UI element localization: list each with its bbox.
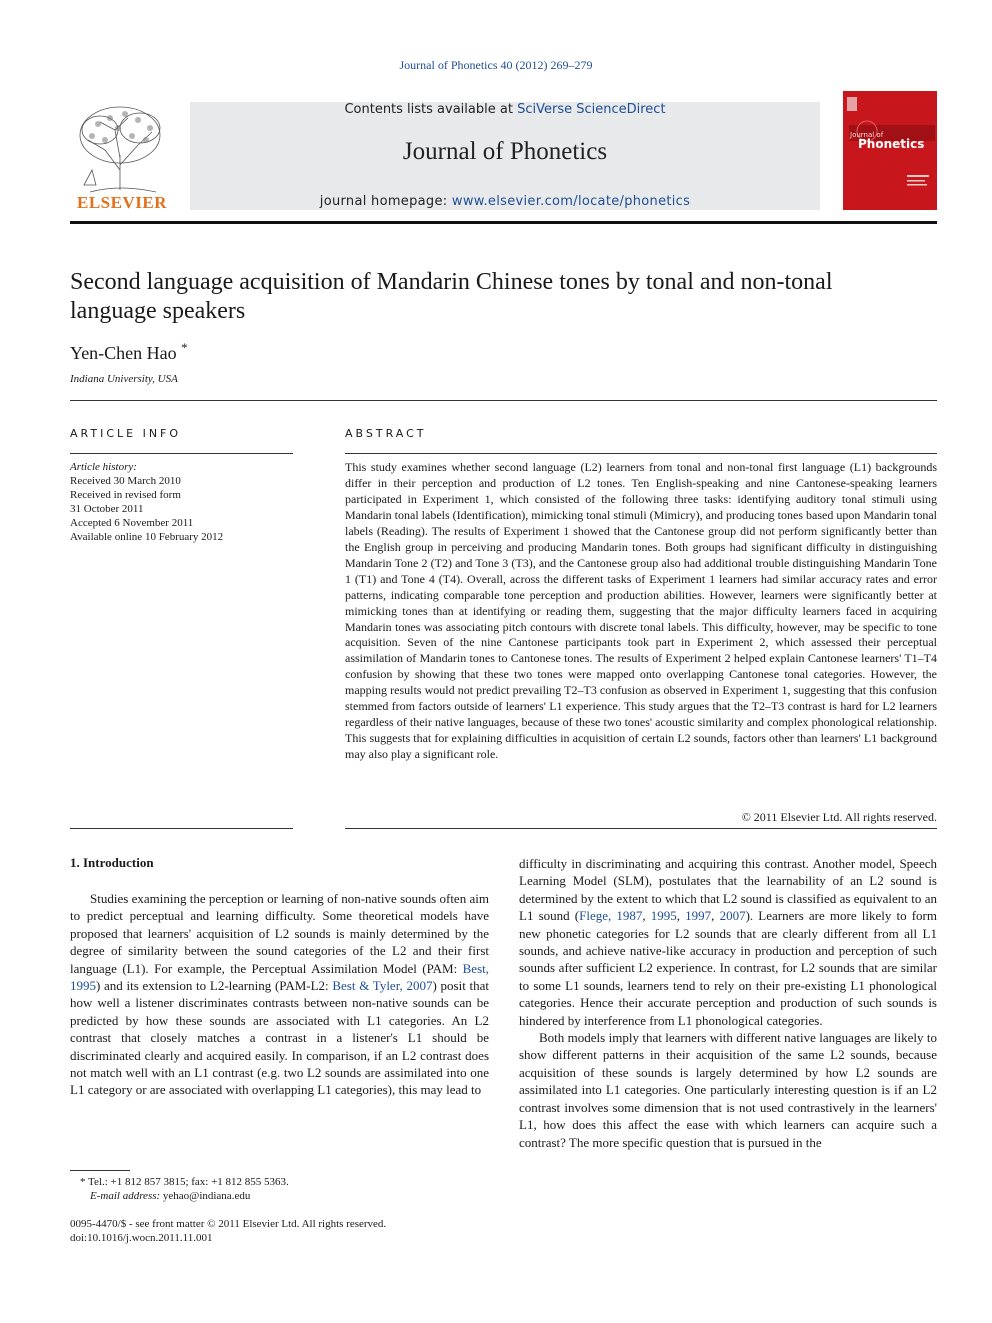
history-line: 31 October 2011 — [70, 503, 144, 515]
abstract-rule — [345, 453, 937, 454]
article-title: Second language acquisition of Mandarin Chinese tones by tonal and non-tonal language speakers — [70, 269, 833, 324]
text-run: Studies examining the perception or learning of non-native sounds often aim to predict perceptual and learning difficulty. Some theoretical models have proposed that learners' acquisition of L2 sounds is mainly determined by the degree of similarity between the sound categories of the L2 and their first language (L1). For example, the Perceptual Assimilation Model (PAM: — [70, 891, 489, 976]
journal-citation[interactable]: Journal of Phonetics 40 (2012) 269–279 — [399, 58, 593, 72]
article-info-heading: ARTICLE INFO — [70, 427, 182, 440]
journal-homepage-link[interactable]: www.elsevier.com/locate/phonetics — [451, 194, 691, 209]
citation-link[interactable]: Flege, 1987 — [579, 908, 643, 924]
text-run: , — [676, 908, 686, 924]
history-line: Received 30 March 2010 — [70, 475, 181, 487]
history-line: Received in revised form — [70, 489, 181, 501]
article-info-rule — [70, 453, 293, 454]
corresponding-author-mark[interactable]: * — [181, 340, 188, 355]
citation-link[interactable]: Best, 1995 — [70, 960, 489, 994]
abstract-bottom-rule — [345, 828, 937, 829]
text-run: ). Learners are more likely to form new phonetic categories for L2 sounds that are clearly different from all L1 sounds, and achieve native-like accuracy in production and perception of such sounds after sufficient L2 experience. In contrast, for L2 sounds that are similar to some L1 sounds, learners tend to rely on their pre-existing L1 phonological categories. Hence their accurate perception and production of such sounds is hindered by interference from L1 phonological categories. — [519, 908, 937, 1028]
cover-title: Phonetics — [858, 137, 925, 151]
article-info-bottom-rule — [70, 828, 293, 829]
body-column-left — [70, 890, 489, 1099]
article-history — [70, 460, 295, 544]
abstract-copyright: © 2011 Elsevier Ltd. All rights reserved. — [741, 810, 937, 824]
text-run: , — [711, 908, 720, 924]
text-run: ) posit that how well a listener discriminates contrasts between non-native sounds can be predicted by how these sounds are associated with L1 categories. An L2 contrast that closely matches a contrast in a listener's L1 should be discriminated clearly and acquired easily. In comparison, if an L2 contrast does not match well with an L1 contrast (e.g. two L2 sounds are assimilated into one L1 category or are associated with overlapping L1 categories), this may lead to — [70, 978, 490, 1098]
citation-link[interactable]: 1995 — [650, 908, 677, 924]
email-label: E-mail address: — [90, 1190, 161, 1202]
text-run: , — [642, 908, 651, 924]
footnote-rule — [70, 1170, 130, 1171]
abstract-text: This study examines whether second language (L2) learners from tonal and non-tonal first language (L1) backgrounds differ in their perception and production of L2 tones. Ten English-speaking and nine Cantonese-speaking learners participated in Experiment 1, which consisted of the following three tasks: identifying auditory tonal stimuli using Mandarin tonal labels (Identification), mimicking tonal stimuli (Mimicry), and producing tones based upon Mandarin tonal labels (Reading). The results of Experiment 1 showed that the Cantonese group did not perform significantly better than the English group in perceiving and producing Mandarin tones. Both groups had significant difficulty in distinguishing Mandarin Tone 2 (T2) and Tone 3 (T3), and the Cantonese group also had additional trouble distinguishing Mandarin Tone 1 (T1) and Tone 4 (T4). Overall, across the different tasks of Experiment 1 learners had similar accuracy rates and error patterns, indicating comparable tone perception and production abilities. However, learners were significantly better at mimicking tones than at identifying or reading them, suggesting that the major difficulty learners faced in acquiring Mandarin tones was associating pitch contours with discrete tonal labels. This difficulty, however, may be specific to tone acquisition. Seven of the nine Cantonese participants took part in Experiment 2, which assessed their perceptual assimilation of Mandarin tones to Cantonese tones. The results of Experiment 2 helped explain Cantonese learners' T1–T4 confusion by showing that these two tones were mapped onto overlapping Cantonese tonal categories. However, the mapping results would not predict prevailing T2–T3 confusion as observed in Experiment 1, suggesting that this confusion stemmed from factors outside of learners' L1 experience. This study argues that the T2–T3 contrast is hard for L2 learners regardless of their native languages, because of these two tones' acoustic similarity and complex phonological relationship. This suggests that for explaining difficulties in acquisition of certain L2 sounds, factors other than learners' L1 background may also play a significant role. — [345, 460, 937, 762]
intro-paragraph-1 — [70, 890, 489, 1099]
elsevier-wordmark: ELSEVIER — [77, 193, 167, 212]
intro-paragraph-1-continued — [519, 855, 937, 1029]
contents-prefix: Contents lists available at — [344, 102, 518, 117]
history-line: Accepted 6 November 2011 — [70, 517, 194, 529]
citation-link[interactable]: 2007 — [719, 908, 746, 924]
section-heading-introduction: 1. Introduction — [70, 855, 154, 870]
title-rule — [70, 400, 937, 401]
author-affiliation: Indiana University, USA — [70, 373, 178, 385]
author-name-text: Yen-Chen Hao — [70, 343, 177, 363]
text-run: ) and its extension to L2-learning (PAM-L2: — [96, 978, 333, 994]
doi-line[interactable]: doi:10.1016/j.wocn.2011.11.001 — [70, 1232, 213, 1244]
sciencedirect-link[interactable]: SciVerse ScienceDirect — [517, 102, 666, 117]
intro-paragraph-2: Both models imply that learners with different native languages are likely to show different patterns in their acquisition of the same L2 sounds, because acquisition of these sounds is largely determined by how L2 sounds are assimilated into L1 categories. One particularly interesting question is if an L2 contrast involves some dimension that is not used contrastively in the learners' L1, how does this affect the ease with which learners can acquire such a contrast? The more specific question that is pursued in the — [519, 1030, 937, 1150]
front-matter-info — [70, 1217, 489, 1245]
homepage-prefix: journal homepage: — [319, 194, 452, 209]
article-history-label: Article history: — [70, 461, 137, 473]
footnote — [70, 1175, 489, 1203]
history-line: Available online 10 February 2012 — [70, 531, 224, 543]
citation-link[interactable]: 1997 — [685, 908, 712, 924]
citation-link[interactable]: Best & Tyler, 2007 — [332, 978, 433, 994]
issn-line: 0095-4470/$ - see front matter © 2011 Elsevier Ltd. All rights reserved. — [70, 1218, 387, 1230]
journal-title: Journal of Phonetics — [402, 138, 608, 165]
email-address[interactable]: yehao@indiana.edu — [160, 1190, 251, 1202]
journal-homepage-line — [190, 194, 820, 209]
text-run: difficulty in discriminating and acquiring this contrast. Another model, Speech Learning Model (SLM), postulates that the learnability of an L2 sound is determined by the extent to which that L2 sound is classified as equivalent to an L1 sound ( — [519, 856, 937, 924]
contents-available-line — [190, 102, 820, 117]
body-column-right — [519, 855, 937, 1151]
author-name — [70, 340, 188, 364]
cover-journal-of: Journal of — [850, 131, 884, 139]
footnote-email-line — [70, 1189, 489, 1203]
header-rule — [70, 221, 937, 224]
abstract-heading: ABSTRACT — [345, 427, 427, 440]
footnote-contact: * Tel.: +1 812 857 3815; fax: +1 812 855 5363. — [80, 1176, 289, 1188]
